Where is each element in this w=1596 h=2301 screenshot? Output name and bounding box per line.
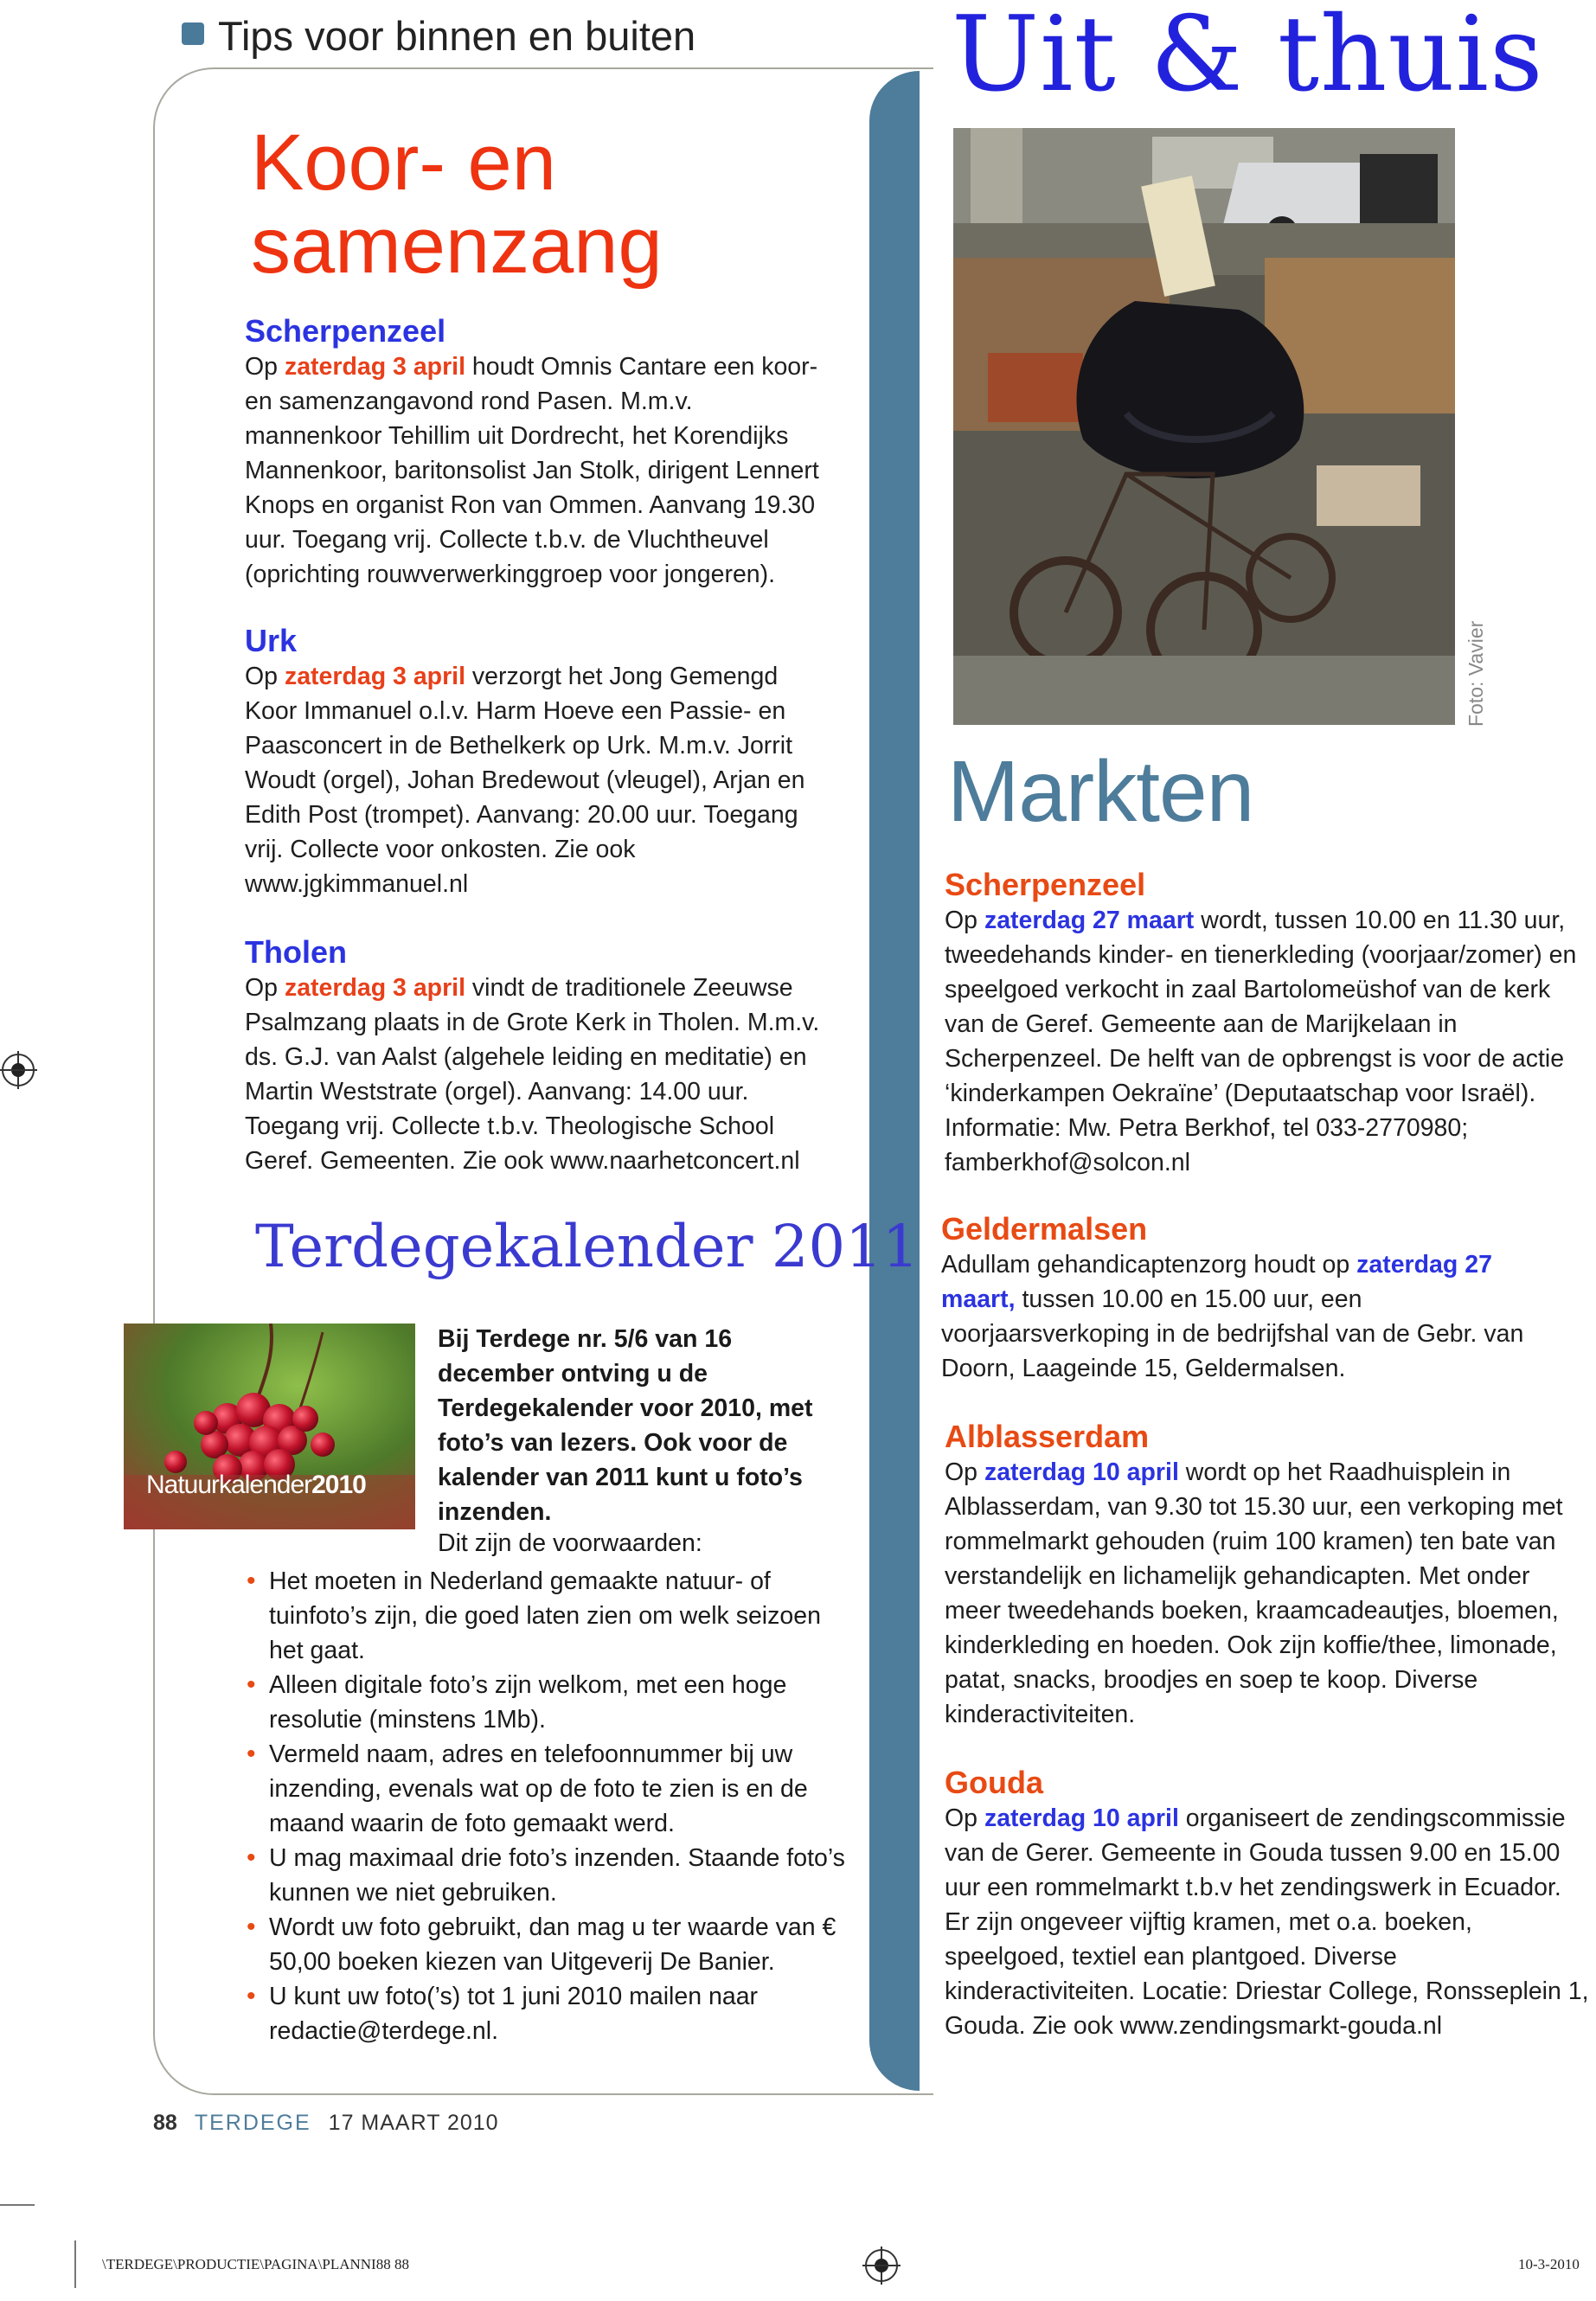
kalender-cover-caption: Natuurkalender2010: [146, 1471, 366, 1499]
koor-entry-scherpenzeel: [245, 313, 850, 592]
markten-title: Markten: [947, 743, 1254, 840]
markt-text: Op zaterdag 10 april organiseert de zendingscommissie van de Gerer. Gemeente in Gouda tussen 9.00 en 15.00 uur een rommelmarkt t.b.v het zendingswerk in Ecuador. Er zijn ongeveer vijftig kramen, met o.a. boeken, speelgoed, textiel ean plantgoed. Diverse kinderactiviteiten. Locatie: Driestar College, Ronsseplein 1, Gouda. Zie ook www.zendingsmarkt-gouda.nl: [945, 1804, 1589, 2040]
markt-text: Adullam gehandicaptenzorg houdt op zaterdag 27 maart, tussen 10.00 en 15.00 uur, een voorjaarsverkoping in de bedrijfshal van de Gebr. van Doorn, Laageinde 15, Geldermalsen.: [941, 1251, 1524, 1382]
markt-entry-alblasserdam: [945, 1419, 1585, 1732]
condition-item: • U mag maximaal drie foto’s inzenden. Staande foto’s kunnen we niet gebruiken.: [247, 1843, 845, 1907]
section-tag: [182, 12, 695, 60]
condition-item: • Vermeld naam, adres en telefoonnummer bij uw inzending, evenals wat op de foto te zien is en de maand waarin de foto gemaakt werd.: [247, 1740, 808, 1837]
section-tag-label: Tips voor binnen en buiten: [218, 13, 696, 59]
koor-place: Scherpenzeel: [245, 313, 446, 349]
crop-mark: [74, 2240, 76, 2288]
kalender-title: Terdegekalender 2011: [255, 1213, 920, 1280]
condition-item: • Alleen digitale foto’s zijn welkom, met een hoge resolutie (minstens 1Mb).: [247, 1670, 787, 1734]
slug-date: 10-3-2010: [1518, 2256, 1580, 2272]
kalender-conditions-list: [247, 1564, 852, 2048]
kalender-intro: Bij Terdege nr. 5/6 van 16 december ontving u de Terdegekalender voor 2010, met foto’s van lezers. Ook voor de kalender van 2011 kunt u foto’s inzenden.: [438, 1325, 813, 1526]
koor-text: Op zaterdag 3 april houdt Omnis Cantare een koor- en samenzangavond rond Pasen. M.m.v. mannenkoor Tehillim uit Dordrecht, het Korendijks Mannenkoor, baritonsolist Jan Stolk, dirigent Lennert Knops en organist Ron van Ommen. Aanvang 19.30 uur. Toegang vrij. Collecte t.b.v. de Vluchtheuvel (oprichting rouwverwerkinggroep voor jongeren).: [245, 353, 819, 588]
koor-place: Urk: [245, 623, 298, 658]
page-title: Uit & thuis: [952, 0, 1544, 115]
markt-entry-scherpenzeel: [945, 867, 1585, 1180]
koor-text: Op zaterdag 3 april vindt de traditionele Zeeuwse Psalmzang plaats in de Grote Kerk in Tholen. M.m.v. ds. G.J. van Aalst (algehele leiding en meditatie) en Martin Weststrate (orgel). Aanvang: 14.00 uur. Toegang vrij. Collecte t.b.v. Theologische School Geref. Gemeenten. Zie ook www.naarhetconcert.nl: [245, 974, 820, 1175]
condition-item: • Wordt uw foto gebruikt, dan mag u ter waarde van € 50,00 boeken kiezen van Uitgeverij De Banier.: [247, 1913, 836, 1976]
photo-credit: Foto: Vavier: [1465, 620, 1487, 727]
kalender-conditions-label: Dit zijn de voorwaarden:: [438, 1529, 702, 1557]
kalender-cover-image: [124, 1324, 415, 1529]
markt-text: Op zaterdag 10 april wordt op het Raadhuisplein in Alblasserdam, van 9.30 tot 15.30 uur, een verkoping met rommelmarkt gehouden (ruim 100 kramen) ten bate van verstandelijk en lichamelijk gehandicapten. Met onder meer tweedehands boeken, kraamcadeautjes, bloemen, kinderkleding en hoeden. Ook zijn koffie/thee, limonade, patat, snacks, broodjes en soep te koop. Diverse kinderactiviteiten.: [945, 1458, 1563, 1728]
magazine-name: TERDEGE: [194, 2111, 311, 2135]
koor-place: Tholen: [245, 934, 347, 970]
condition-item: • U kunt uw foto(’s) tot 1 juni 2010 mailen naar redactie@terdege.nl.: [247, 1982, 759, 2045]
issue-date: 17 MAART 2010: [328, 2111, 499, 2135]
registration-mark-icon: [865, 2249, 898, 2282]
crop-mark: [0, 2204, 35, 2206]
koor-entry-urk: [245, 623, 850, 901]
pram-photo: [953, 128, 1455, 725]
markt-place: Geldermalsen: [941, 1211, 1148, 1247]
page-footer: [153, 2111, 499, 2136]
page-number: 88: [153, 2111, 177, 2135]
market-photo: [953, 128, 1455, 725]
koor-entry-tholen: [245, 934, 850, 1178]
markt-place: Gouda: [945, 1765, 1043, 1800]
markt-place: Alblasserdam: [945, 1419, 1150, 1454]
condition-item: • Het moeten in Nederland gemaakte natuur- of tuinfoto’s zijn, die goed laten zien om welk seizoen het gaat.: [247, 1567, 821, 1664]
square-bullet-icon: [182, 22, 204, 45]
slug-path: \TERDEGE\PRODUCTIE\PAGINA\PLANNI88 88: [102, 2256, 409, 2272]
markt-entry-gouda: [945, 1765, 1589, 2043]
koor-title: Koor- en samenzang: [251, 119, 663, 290]
markt-text: Op zaterdag 27 maart wordt, tussen 10.00 en 11.30 uur, tweedehands kinder- en tienerkleding (voorjaar/zomer) en speelgoed verkocht in zaal Bartolomeüshof van de kerk van de Geref. Gemeente aan de Marijkelaan in Scherpenzeel. De helft van de opbrengst is voor de actie ‘kinderkampen Oekraïne’ (Deputaatschap voor Israël). Informatie: Mw. Petra Berkhof, tel 033-2770980; famberkhof@solcon.nl: [945, 907, 1577, 1176]
column-divider-bar: [869, 71, 920, 2091]
koor-text: Op zaterdag 3 april verzorgt het Jong Gemengd Koor Immanuel o.l.v. Harm Hoeve een Passie- en Paasconcert in de Bethelkerk op Urk. M.m.v. Jorrit Woudt (orgel), Johan Bredewout (vleugel), Arjan en Edith Post (trompet). Aanvang: 20.00 uur. Toegang vrij. Collecte voor onkosten. Zie ook www.jgkimmanuel.nl: [245, 663, 805, 898]
markt-place: Scherpenzeel: [945, 867, 1146, 902]
markt-entry-geldermalsen: [941, 1211, 1581, 1386]
registration-mark-icon: [2, 1054, 35, 1086]
